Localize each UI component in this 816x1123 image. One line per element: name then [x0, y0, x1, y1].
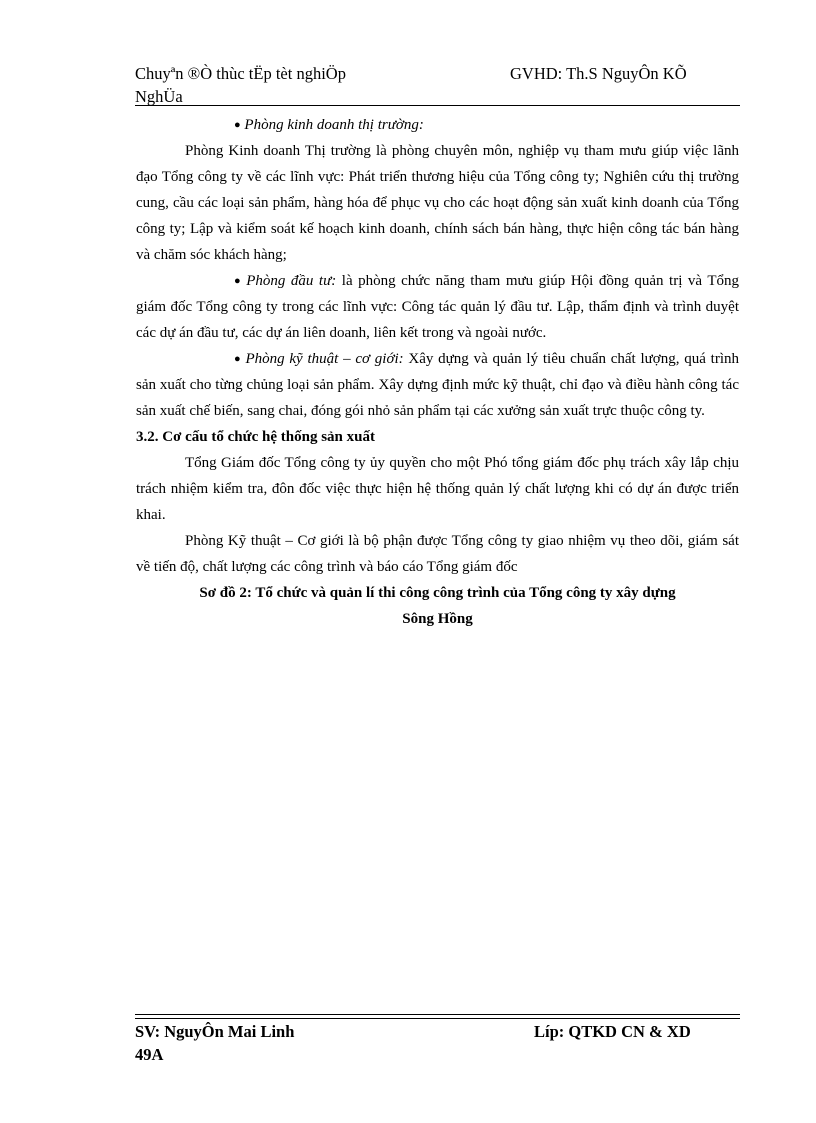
header-title-line2: NghÜa: [135, 87, 183, 106]
bullet-text-investment: là phòng chức năng tham mưu giúp Hội đồng quản trị và Tổng giám đốc Tổng công ty trong các lĩnh vực: Công tác quản lý đầu tư. Lập, thẩm định và trình duyệt các dự án đầu tư, các dự án liên doanh, liên kết trong và ngoài nước.: [136, 273, 739, 341]
page-content: [136, 112, 739, 632]
footer-divider: [135, 1014, 740, 1019]
bullet-title-investment: Phòng đầu tư:: [246, 273, 337, 289]
paragraph-sales-description: Phòng Kinh doanh Thị trường là phòng chuyên môn, nghiệp vụ tham mưu giúp việc lãnh đạo Tổng công ty về các lĩnh vực: Phát triển thương hiệu của Tổng công ty; Nghiên cứu thị trường cung, cầu các loại sản phẩm, hàng hóa để phục vụ cho các hoạt động sản xuất kinh doanh của Tổng công ty; Lập và kiểm soát kế hoạch kinh doanh, chính sách bán hàng, thực hiện công tác bán hàng và chăm sóc khách hàng;: [136, 143, 739, 263]
bullet-text-engineering: Xây dựng và quản lý tiêu chuẩn chất lượng, quá trình sản xuất cho từng chủng loại sản phẩm. Xây dựng định mức kỹ thuật, chỉ đạo và điều hành công tác sản xuất chế biến, sang chai, đóng gói nhỏ sản phẩm tại các xưởng sản xuất trực thuộc công ty.: [136, 351, 739, 419]
bullet-icon: ●: [234, 275, 241, 287]
bullet-title-engineering: Phòng kỹ thuật – cơ giới:: [245, 351, 404, 367]
figure-caption: [136, 580, 739, 632]
bullet-title-sales: Phòng kinh doanh thị trường:: [244, 117, 424, 133]
header-supervisor: GVHD: Th.S NguyÔn KÕ: [510, 64, 687, 83]
paragraph-bullet-investment: [136, 268, 739, 346]
footer-class: Líp: QTKD CN & XD: [534, 1022, 691, 1041]
paragraph-bullet-sales: [136, 112, 739, 138]
caption-line1: Sơ đồ 2: Tổ chức và quản lí thi công công trình của Tổng công ty xây dựng: [199, 585, 676, 601]
footer-student: SV: NguyÔn Mai Linh: [135, 1022, 295, 1041]
header-divider: [135, 105, 740, 106]
paragraph-engineering-dept: Phòng Kỹ thuật – Cơ giới là bộ phận được Tổng công ty giao nhiệm vụ theo dõi, giám sát về tiến độ, chất lượng các công trình và báo cáo Tổng giám đốc: [136, 533, 739, 575]
caption-line2: Sông Hồng: [402, 611, 473, 627]
paragraph-director: Tổng Giám đốc Tổng công ty ủy quyền cho một Phó tổng giám đốc phụ trách xây lắp chịu trách nhiệm kiểm tra, đôn đốc việc thực hiện hệ thống quản lý chất lượng khi có dự án được triển khai.: [136, 455, 739, 523]
bullet-icon: ●: [234, 119, 241, 131]
footer-left: [135, 1020, 375, 1066]
header-title-line1: Chuyªn ®Ò thùc tËp tèt nghiÖp: [135, 64, 346, 83]
section-heading: 3.2. Cơ cấu tổ chức hệ thống sản xuất: [136, 429, 375, 445]
paragraph-bullet-engineering: [136, 346, 739, 424]
header-left: [135, 62, 435, 108]
bullet-icon: ●: [234, 353, 241, 365]
footer-cohort: 49A: [135, 1045, 164, 1064]
